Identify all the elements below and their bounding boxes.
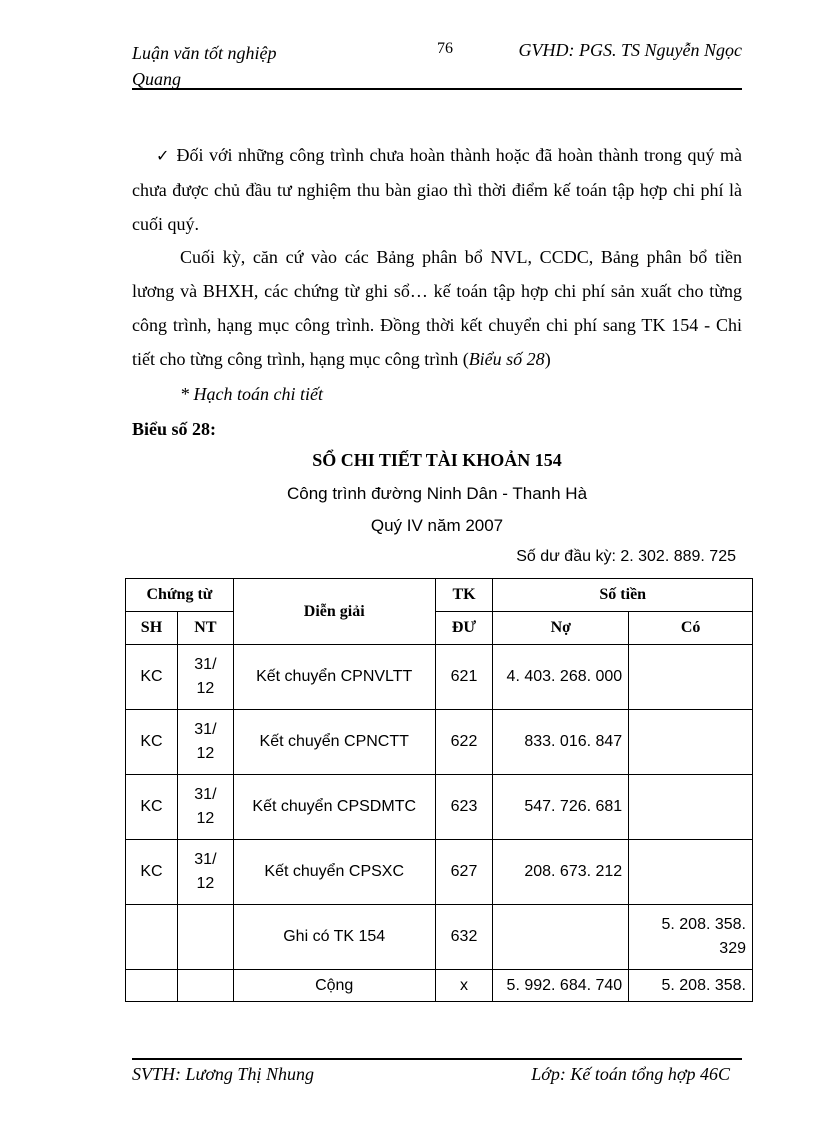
header-amount: Số tiền [493,579,753,612]
table-header-row [126,579,753,612]
opening-balance: Số dư đầu kỳ: 2. 302. 889. 725 [516,548,736,565]
total-debit: 5. 992. 684. 740 [493,970,629,1002]
row-tk: 622 [435,710,493,775]
paragraph-1 [132,138,742,241]
row-nt: 31/ 12 [177,775,233,840]
row-sh: KC [126,840,178,905]
table-row [126,775,753,840]
table-row-total [126,970,753,1002]
ledger-period: Quý IV năm 2007 [370,516,504,535]
table-row-credit [126,905,753,970]
header-description: Diễn giải [233,579,435,645]
footer-right: Lớp: Kế toán tổng hợp 46C [531,1064,730,1084]
row-description: Kết chuyển CPSXC [233,840,435,905]
paragraph-2-text: Cuối kỳ, căn cứ vào các Bảng phân bổ NVL, CCDC, Bảng phân bổ tiền lương và BHXH, các chứng từ ghi sổ… kế toán tập hợp chi phí sản xuất cho từng công trình, hạng mục công trình. Đồng thời kết chuyển chi phí sang TK 154 - Chi tiết cho từng công trình, hạng mục công trình ( [132,247,742,369]
row-nt [177,905,233,970]
row-sh [126,970,178,1002]
ledger-project: Công trình đường Ninh Dân - Thanh Hà [286,484,588,503]
row-debit [493,905,629,970]
row-credit [629,775,753,840]
header-du: ĐƯ [435,612,493,645]
subheading: * Hạch toán chi tiết [180,384,323,404]
page-number: 76 [437,40,453,57]
row-sh: KC [126,645,178,710]
row-debit: 547. 726. 681 [493,775,629,840]
row-description: Kết chuyển CPSDMTC [233,775,435,840]
row-description: Kết chuyển CPNCTT [233,710,435,775]
row-debit: 208. 673. 212 [493,840,629,905]
header-sh: SH [126,612,178,645]
row-tk: 621 [435,645,493,710]
row-tk: 627 [435,840,493,905]
row-tk: 623 [435,775,493,840]
row-tk: 632 [435,905,493,970]
row-credit [629,645,753,710]
table-label: Biểu số 28: [132,419,217,439]
header-right: GVHD: PGS. TS Nguyễn Ngọc [518,40,742,60]
header-voucher: Chứng từ [126,579,234,612]
row-description: Ghi có TK 154 [233,905,435,970]
total-description: Cộng [233,970,435,1002]
header-debit: Nợ [493,612,629,645]
table-row [126,645,753,710]
row-debit: 4. 403. 268. 000 [493,645,629,710]
total-tk: x [435,970,493,1002]
header-tk: TK [435,579,493,612]
paragraph-2-reference: Biểu số 28 [468,349,545,369]
paragraph-2 [132,240,742,376]
header-left: Luận văn tốt nghiệp Quang [132,43,277,89]
table-row [126,840,753,905]
row-credit [629,840,753,905]
row-nt [177,970,233,1002]
row-sh [126,905,178,970]
footer-left: SVTH: Lương Thị Nhung [132,1064,314,1084]
row-sh: KC [126,710,178,775]
paragraph-1-text: Đối với những công trình chưa hoàn thành hoặc đã hoàn thành trong quý mà chưa được chủ đầu tư nghiệm thu bàn giao thì thời điểm kế toán tập hợp chi phí là cuối quý. [132,145,742,234]
page-footer [132,1058,742,1085]
row-description: Kết chuyển CPNVLTT [233,645,435,710]
row-credit [629,710,753,775]
paragraph-2-end: ) [544,349,551,369]
row-nt: 31/ 12 [177,645,233,710]
row-nt: 31/ 12 [177,710,233,775]
header-nt: NT [177,612,233,645]
row-debit: 833. 016. 847 [493,710,629,775]
ledger-table [125,578,753,1002]
row-nt: 31/ 12 [177,840,233,905]
ledger-title: SỔ CHI TIẾT TÀI KHOẢN 154 [312,450,562,470]
checkmark-icon: ✓ [156,146,171,165]
table-row [126,710,753,775]
row-sh: KC [126,775,178,840]
header-credit: Có [629,612,753,645]
table-subheader-row [126,612,753,645]
total-credit: 5. 208. 358. [629,970,753,1002]
row-credit: 5. 208. 358. 329 [629,905,753,970]
page-header [132,38,742,90]
